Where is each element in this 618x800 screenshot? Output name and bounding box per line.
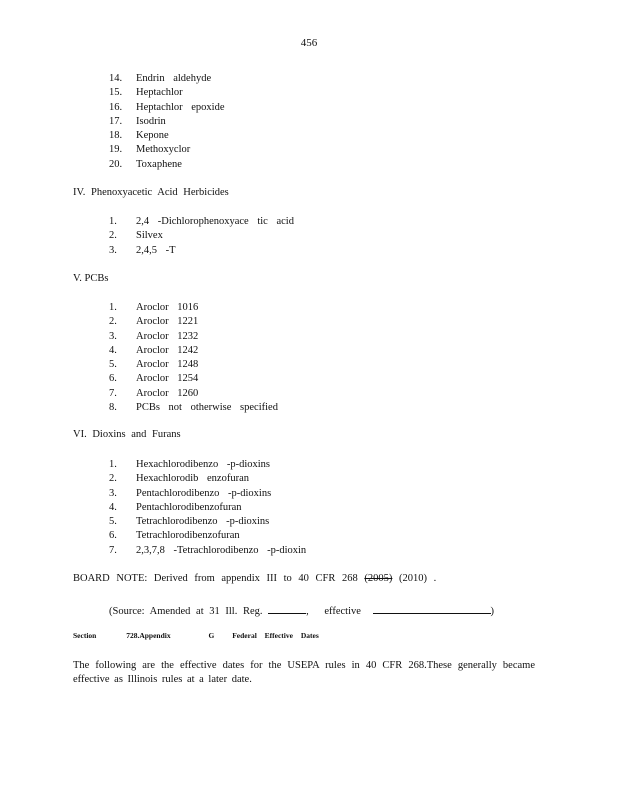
source-note-text: (Source: Amended at 31 Ill. Reg.	[109, 606, 263, 617]
list-item	[109, 215, 294, 229]
item-text: Aroclor 1248	[136, 359, 199, 371]
item-number: 2.	[109, 473, 117, 485]
list-item	[109, 158, 225, 172]
list-item	[109, 72, 225, 86]
source-comma: ,	[306, 606, 309, 617]
list-item	[109, 229, 294, 243]
item-text: Silvex	[136, 230, 163, 242]
item-text: Heptachlor	[136, 87, 183, 99]
item-text: Tetrachlorodibenzo -p-dioxins	[136, 516, 270, 528]
list-item	[109, 515, 306, 529]
item-text: Hexachlorodibenzo -p-dioxins	[136, 459, 271, 470]
appendix-letter: G	[208, 631, 215, 640]
section-iv-heading: IV. Phenoxyacetic Acid Herbicides	[73, 187, 229, 198]
item-text: Kepone	[136, 130, 169, 142]
list-item	[109, 358, 278, 372]
page-number: 456	[300, 37, 318, 49]
effective-date-blank	[373, 602, 491, 614]
item-text: Aroclor 1221	[136, 316, 199, 328]
board-note-text: BOARD NOTE: Derived from appendix III to 40 CFR 268	[73, 573, 358, 584]
list-item	[109, 344, 278, 358]
list-item	[109, 472, 306, 486]
list-item	[109, 244, 294, 258]
item-text: 2,3,7,8 -Tetrachlorodibenzo -p-dioxin	[136, 544, 307, 556]
section-v-heading: V. PCBs	[73, 273, 109, 284]
item-number: 8.	[109, 402, 117, 414]
section-vi-list	[109, 458, 306, 558]
list-item	[109, 129, 225, 143]
item-number: 19.	[109, 144, 123, 156]
item-text: Aroclor 1254	[136, 373, 199, 385]
item-number: 16.	[109, 101, 123, 113]
list-item	[109, 86, 225, 100]
item-text: Pentachlorodibenzofuran	[136, 501, 242, 513]
item-number: 7.	[109, 544, 117, 556]
list-item	[109, 387, 278, 401]
source-close: )	[490, 606, 495, 617]
list-item	[109, 143, 225, 157]
item-number: 15.	[109, 87, 123, 99]
board-note-struck-year: (2005)	[364, 573, 393, 584]
item-number: 5.	[109, 516, 117, 528]
effective-dates-paragraph: The following are the effective dates for the USEPA rules in 40 CFR 268.These generally became effective as Illinois rules at a later date.	[73, 660, 535, 685]
list-item	[109, 501, 306, 515]
list-item	[109, 487, 306, 501]
item-text: Aroclor 1260	[136, 387, 199, 399]
item-number: 3.	[109, 244, 117, 256]
item-number: 2.	[109, 316, 117, 328]
item-text: Endrin aldehyde	[136, 73, 212, 84]
item-number: 1.	[109, 216, 117, 227]
item-text: Isodrin	[136, 115, 166, 127]
section-heading	[73, 631, 319, 640]
item-number: 18.	[109, 130, 123, 142]
appendix-label: 728.Appendix	[126, 631, 171, 640]
item-text: 2,4,5 -T	[136, 244, 176, 256]
item-text: Methoxyclor	[136, 144, 191, 156]
section-iii-list	[109, 72, 225, 172]
item-text: Aroclor 1016	[136, 302, 199, 313]
item-number: 3.	[109, 330, 117, 342]
item-text: Aroclor 1232	[136, 330, 199, 342]
section-vi-heading: VI. Dioxins and Furans	[73, 429, 181, 440]
list-item	[109, 544, 306, 558]
item-number: 6.	[109, 530, 117, 542]
item-text: Toxaphene	[136, 158, 182, 170]
item-number: 4.	[109, 344, 117, 356]
board-note	[73, 573, 436, 584]
item-number: 5.	[109, 359, 117, 371]
list-item	[109, 330, 278, 344]
item-number: 2.	[109, 230, 117, 242]
item-number: 7.	[109, 387, 117, 399]
list-item	[109, 529, 306, 543]
board-note-current-year: (2010) .	[399, 573, 437, 584]
item-number: 17.	[109, 115, 123, 127]
list-item	[109, 315, 278, 329]
item-number: 1.	[109, 459, 117, 470]
list-item	[109, 115, 225, 129]
item-text: Heptachlor epoxide	[136, 101, 225, 113]
item-number: 4.	[109, 501, 117, 513]
reg-blank	[268, 602, 306, 614]
section-iv-list	[109, 215, 294, 258]
source-effective-label: effective	[324, 606, 361, 617]
item-number: 6.	[109, 373, 117, 385]
list-item	[109, 401, 278, 415]
section-label: Section	[73, 631, 97, 640]
section-v-list	[109, 301, 278, 415]
item-text: Tetrachlorodibenzofuran	[136, 530, 240, 542]
list-item	[109, 301, 278, 315]
item-text: PCBs not otherwise specified	[136, 402, 278, 414]
item-text: Aroclor 1242	[136, 344, 199, 356]
appendix-title: Federal Effective Dates	[232, 631, 319, 640]
item-number: 1.	[109, 302, 117, 313]
list-item	[109, 101, 225, 115]
list-item	[109, 372, 278, 386]
item-number: 3.	[109, 487, 117, 499]
item-text: 2,4 -Dichlorophenoxyace tic acid	[136, 216, 294, 227]
item-text: Hexachlorodib enzofuran	[136, 473, 249, 485]
item-number: 14.	[109, 73, 123, 84]
item-text: Pentachlorodibenzo -p-dioxins	[136, 487, 272, 499]
source-note	[109, 602, 494, 617]
list-item	[109, 458, 306, 472]
item-number: 20.	[109, 158, 123, 170]
